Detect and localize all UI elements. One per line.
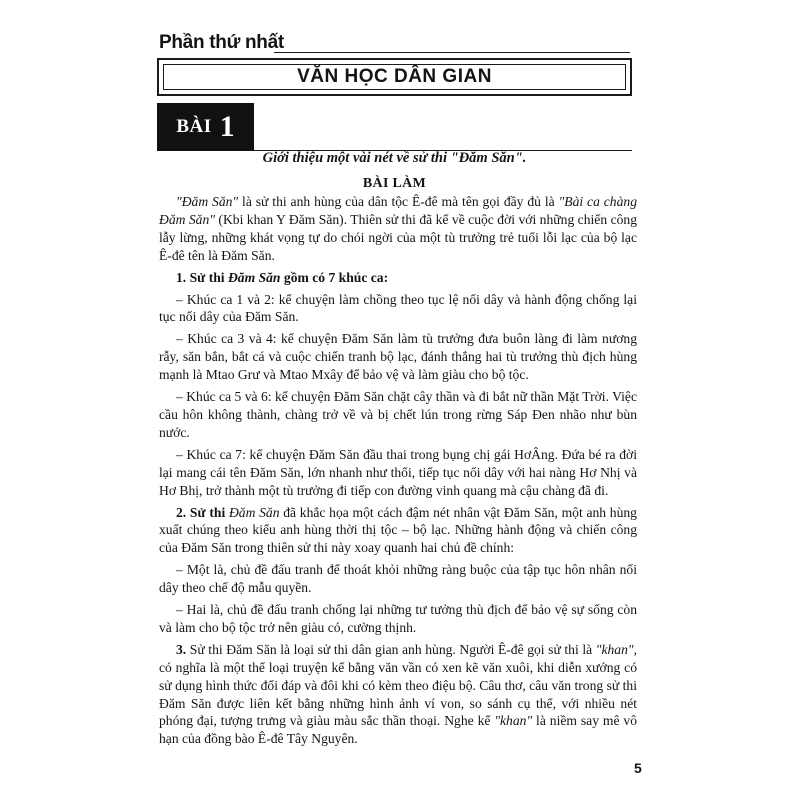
sec1-heading-work: Đăm Săn [227,269,281,285]
page-title: VĂN HỌC DÂN GIAN [297,66,492,87]
sec1-paragraph-3: – Khúc ca 5 và 6: kể chuyện Đăm Săn chặt cây thần và đi bắt nữ thần Mặt Trời. Việc cầu hôn không thành, chàng trở về và bị chết lún trong rừng Sáp Đen nhão như bùn nước. [159,389,637,440]
part-header [157,32,630,58]
section-heading: BÀI LÀM [362,176,427,191]
title-box [157,58,632,96]
sec2-text: đã khắc họa một cách đậm nét nhân vật Đăm Săn, một anh hùng xuất chúng theo kiểu anh hùng thời thị tộc – bộ lạc. Những hành động và chiến công của Đăm Săn trong thiên sử thi này xoay quanh hai chủ đề chính: [159,504,637,556]
sec3-paragraph [159,641,637,748]
subtitle-work: "Đăm Săn" [450,150,523,166]
sec2-work: Đăm Săn [228,504,280,520]
body-text [159,193,637,752]
sec3-term-2: "khan" [494,713,533,729]
intro-paragraph [159,193,637,265]
sec3-text-2: , có nghĩa là một thể loại truyện kể bằng văn vần có xen kẽ văn xuôi, khi diễn xướng có sử dụng hình thức đối đáp và đôi khi có kèm theo điệu bộ. Câu thơ, câu văn trong sử thi Đăm Săn được liên kết bằng những hình ảnh ví von, so sánh cụ thể, với nhiều nét phóng đại, tượng trưng và giàu màu sắc thần thoại. Nghe kể [159,641,637,729]
sec3-number: 3. [176,641,187,657]
subtitle-lead: Giới thiệu một vài nét về sử thi [262,150,451,166]
part-header-rule [274,52,630,53]
sec2-paragraph-1: – Một là, chủ đề đấu tranh để thoát khỏi những ràng buộc của tập tục hôn nhân nối dây theo chế độ mẫu quyền. [159,562,637,596]
sec1-heading-2: gồm có 7 khúc ca: [280,269,389,285]
lesson-badge-number: 1 [219,110,235,143]
sec1-heading-1: 1. Sử thi [176,269,228,285]
intro-work-title: "Đăm Săn" [176,194,239,209]
lesson-badge-word: BÀI [176,116,212,137]
sec1-paragraph-1: – Khúc ca 1 và 2: kể chuyện làm chồng theo tục lệ nối dây và hành động chống lại tục nối dây của Đăm Săn. [159,291,637,325]
sec1-paragraph-2: – Khúc ca 3 và 4: kể chuyện Đăm Săn làm tù trưởng đưa buôn làng đi làm nương rẫy, săn bắn, bắt cá và cuộc chiến tranh bộ lạc, đánh thắng hai tù trưởng thù địch hùng mạnh là Mtao Grư và Mtao Mxây để bảo vệ và làm giàu cho bộ tộc. [159,331,637,383]
sec3-text-1: Sử thi Đăm Săn là loại sử thi dân gian anh hùng. Người Ê-đê gọi sử thi là [186,641,596,657]
sec2-paragraph-2: – Hai là, chủ đề đấu tranh chống lại những tư tưởng thù địch để bảo vệ sự sống còn và làm cho bộ tộc trở nên giàu có, cường thịnh. [159,602,637,635]
intro-text-2: (Kbi khan Y Đăm Săn). Thiên sử thi đã kể về cuộc đời với những chiến công lẫy lừng, những khát vọng tự do chói ngời của một tù trưởng trẻ tuổi lỗi lạc của bộ lạc Ê-đê tên là Đăm Săn. [159,211,637,263]
sec3-term-1: "khan" [595,641,634,657]
sec1-heading [159,269,637,287]
intro-full-title: "Bài ca chàng Đăm Săn" [159,194,637,227]
intro-text-1: là sử thi anh hùng của dân tộc Ê-đê mà tên gọi đầy đủ là [238,194,559,209]
sec2-paragraph [159,504,637,558]
sec1-paragraph-4: – Khúc ca 7: kể chuyện Đăm Săn đầu thai trong bụng chị gái HơÂng. Đứa bé ra đời lại mang cái tên Đăm Săn, lớn nhanh như thổi, tiếp tục nối dây với hai nàng Hơ Nhị và Hơ Bhị, trở thành một tù trưởng đi tiếp con đường vinh quang mà cậu chàng đã đi. [159,446,637,498]
sec2-number: 2. Sử thi [176,504,229,520]
page-number: 5 [634,760,642,776]
lesson-subtitle [157,150,632,167]
subtitle-end: . [522,150,527,166]
part-label: Phần thứ nhất [159,32,284,53]
sec3-text-3: là niềm say mê vô hạn của đồng bào Ê-đê Tây Nguyên. [159,713,637,747]
lesson-badge [157,103,254,151]
